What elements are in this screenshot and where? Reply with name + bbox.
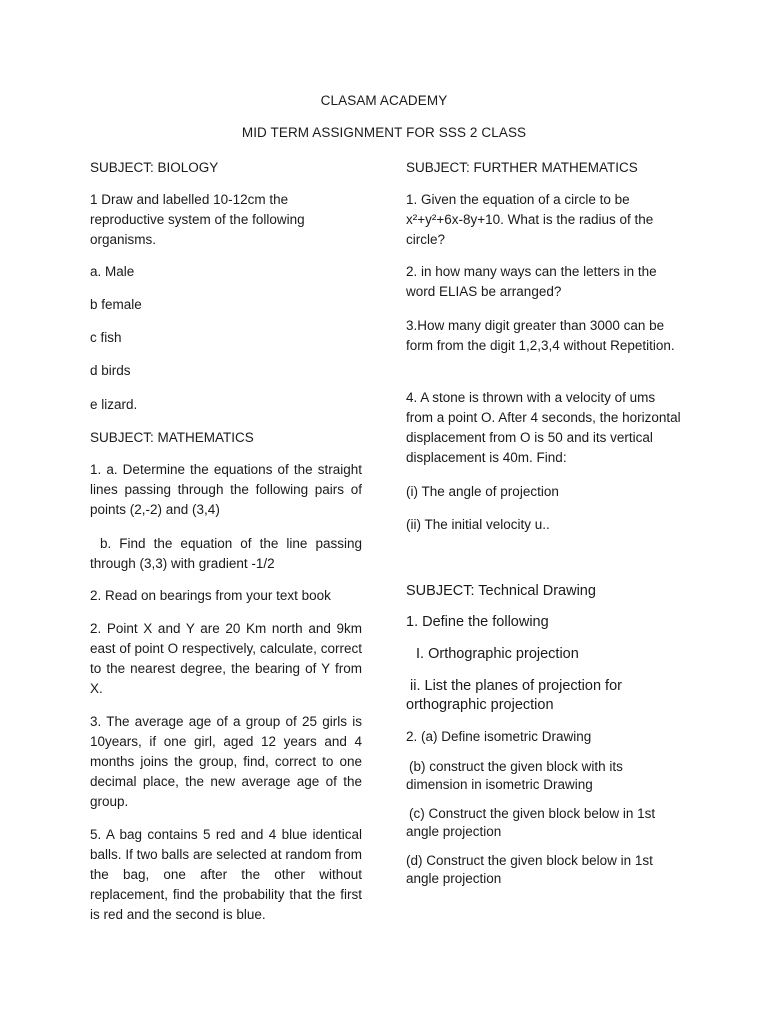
further-math-question-4ii: (ii) The initial velocity u.. — [406, 517, 550, 532]
technical-drawing-question-1ii: ii. List the planes of projection for orthographic projection — [406, 678, 622, 713]
biology-item-lizard: e lizard. — [90, 397, 138, 412]
mathematics-question-2a: 2. Read on bearings from your text book — [90, 588, 331, 603]
biology-item-female: b female — [90, 297, 142, 312]
further-math-question-4: 4. A stone is thrown with a velocity of ums from a point O. After 4 seconds, the horizontal displacement from O is 50 and its vertical displacement is 40m. Find: — [406, 390, 681, 465]
technical-drawing-question-1: 1. Define the following — [406, 614, 549, 630]
mathematics-question-3: 3. The average age of a group of 25 girls is 10years, if one girl, aged 12 years and 4 months joins the group, find, correct to one decimal place, the new average age of the group. — [90, 714, 362, 809]
mathematics-heading: SUBJECT: MATHEMATICS — [90, 430, 254, 445]
further-math-question-3: 3.How many digit greater than 3000 can be form from the digit 1,2,3,4 without Repetition. — [406, 318, 675, 353]
technical-drawing-heading: SUBJECT: Technical Drawing — [406, 583, 596, 599]
further-math-question-1: 1. Given the equation of a circle to be x²+y²+6x-8y+10. What is the radius of the circle? — [406, 192, 654, 247]
technical-drawing-question-2a: 2. (a) Define isometric Drawing — [406, 729, 592, 744]
mathematics-question-5: 5. A bag contains 5 red and 4 blue identical balls. If two balls are selected at random from the bag, one after the other without replacement, find the probability that the first is red and the second is blue. — [90, 827, 362, 922]
biology-item-birds: d birds — [90, 363, 131, 378]
technical-drawing-question-2d: (d) Construct the given block below in 1st angle projection — [406, 853, 653, 886]
further-math-heading: SUBJECT: FURTHER MATHEMATICS — [406, 160, 638, 175]
biology-item-fish: c fish — [90, 330, 122, 345]
biology-question-1: 1 Draw and labelled 10-12cm the reproductive system of the following organisms. — [90, 192, 305, 247]
further-math-question-2: 2. in how many ways can the letters in the word ELIAS be arranged? — [406, 264, 657, 299]
biology-heading: SUBJECT: BIOLOGY — [90, 160, 219, 175]
technical-drawing-question-1i: I. Orthographic projection — [416, 646, 579, 662]
assignment-title: MID TERM ASSIGNMENT FOR SSS 2 CLASS — [241, 125, 527, 140]
technical-drawing-question-2c: (c) Construct the given block below in 1st angle projection — [406, 806, 656, 839]
mathematics-question-1a: 1. a. Determine the equations of the straight lines passing through the following pairs of points (2,-2) and (3,4) — [90, 462, 362, 517]
school-name: CLASAM ACADEMY — [320, 93, 448, 108]
technical-drawing-question-2b: (b) construct the given block with its dimension in isometric Drawing — [406, 759, 623, 792]
further-math-question-4i: (i) The angle of projection — [406, 484, 559, 499]
mathematics-question-2b: 2. Point X and Y are 20 Km north and 9km east of point O respectively, calculate, correct to the nearest degree, the bearing of Y from X. — [90, 621, 362, 696]
biology-item-male: a. Male — [90, 264, 135, 279]
mathematics-question-1b: b. Find the equation of the line passing through (3,3) with gradient -1/2 — [90, 536, 362, 571]
